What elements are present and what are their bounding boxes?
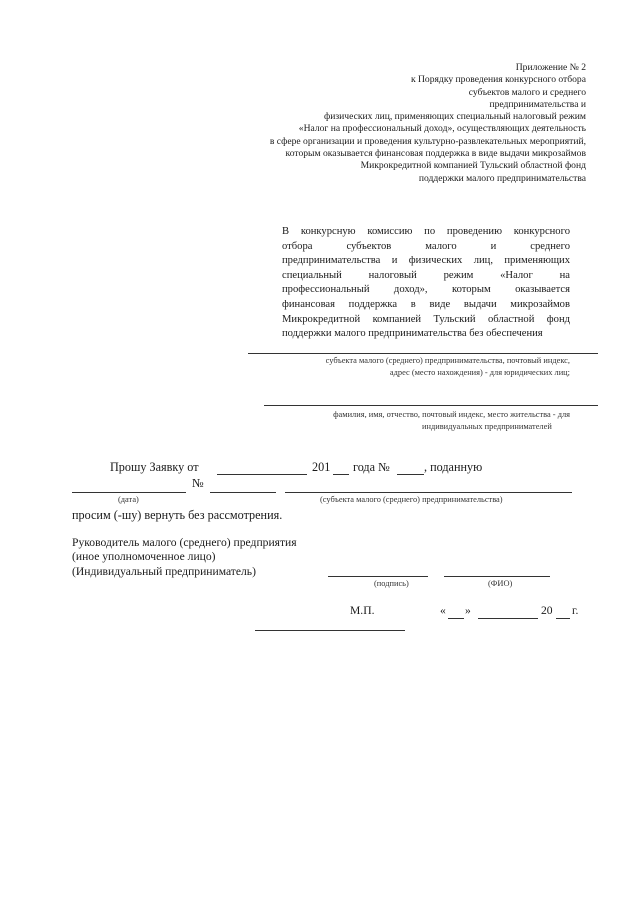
number-sign: № <box>192 476 204 490</box>
addressee-block <box>282 225 570 342</box>
header-line: Приложение № 2 <box>515 62 586 73</box>
request-text-3: года № <box>353 460 390 474</box>
signature-caption: (подпись) <box>374 579 409 588</box>
header-line: «Налог на профессиональный доход», осуществляющих деятельность <box>298 123 586 135</box>
header-line: которым оказывается финансовая поддержка в виде выдачи микрозаймов <box>285 148 586 160</box>
year-line[interactable] <box>556 618 570 619</box>
subject-caption: (субъекта малого (среднего) предпринимательства) <box>320 495 503 504</box>
request-text-4: , поданную <box>424 460 483 474</box>
request-year-line[interactable] <box>333 474 349 475</box>
individual-entrepreneur-line[interactable] <box>264 405 598 406</box>
date-close-quote: » <box>465 604 471 617</box>
addressee-line: поддержки малого предпринимательства без обеспечения <box>282 328 543 340</box>
bottom-line[interactable] <box>255 630 405 631</box>
role-line-2: (иное уполномоченное лицо) <box>72 550 216 563</box>
date-caption: (дата) <box>118 495 139 504</box>
appendix-header <box>270 62 586 185</box>
date-open-quote: « <box>440 604 446 617</box>
header-line: Микрокредитной компанией Тульский областной фонд <box>360 160 586 172</box>
request-text-2: 201 <box>312 460 331 474</box>
addressee-line: профессиональный доход», которым оказывается <box>282 284 570 296</box>
addressee-line: специальный налоговый режим «Налог на <box>282 269 570 281</box>
addressee-line: В конкурсную комиссию по проведению конкурсного <box>282 226 570 237</box>
subject-field-line[interactable] <box>285 492 572 493</box>
legal-entity-caption-2: адрес (место нахождения) - для юридических лиц; <box>389 368 570 377</box>
number-field-line[interactable] <box>210 492 276 493</box>
signature-line[interactable] <box>328 576 428 577</box>
day-line[interactable] <box>448 618 464 619</box>
month-line[interactable] <box>478 618 538 619</box>
role-line-1: Руководитель малого (среднего) предприятия <box>72 536 297 549</box>
year-prefix: 20 <box>541 604 553 617</box>
return-text: просим (-шу) вернуть без рассмотрения. <box>72 508 283 522</box>
stamp-label: М.П. <box>350 604 375 617</box>
request-text-1: Прошу Заявку от <box>110 460 199 474</box>
legal-entity-caption-1: субъекта малого (среднего) предпринимательства, почтовый индекс, <box>325 356 570 365</box>
addressee-line: предпринимательства и физических лиц, применяющих <box>282 255 570 267</box>
year-suffix: г. <box>572 604 579 617</box>
header-line: предпринимательства и <box>489 98 586 110</box>
header-line: в сфере организации и проведения культурно-развлекательных мероприятий, <box>269 135 586 147</box>
request-date-line[interactable] <box>217 474 307 475</box>
legal-entity-line[interactable] <box>248 353 598 354</box>
date-field-line[interactable] <box>72 492 186 493</box>
header-line: к Порядку проведения конкурсного отбора <box>410 74 586 86</box>
individual-caption-1: фамилия, имя, отчество, почтовый индекс, место жительства - для <box>333 410 570 419</box>
header-line: физических лиц, применяющих специальный налоговый режим <box>323 111 586 123</box>
addressee-line: финансовая поддержка в виде выдачи микрозаймов <box>282 298 570 310</box>
role-line-3: (Индивидуальный предприниматель) <box>72 565 256 578</box>
fio-line[interactable] <box>444 576 550 577</box>
header-line: субъектов малого и среднего <box>468 86 586 98</box>
addressee-line: отбора субъектов малого и среднего <box>282 240 570 252</box>
addressee-line: Микрокредитной компанией Тульский областной фонд <box>282 313 570 325</box>
individual-caption-2: индивидуальных предпринимателей <box>422 422 552 431</box>
header-line: поддержки малого предпринимательства <box>418 172 586 184</box>
request-number-line[interactable] <box>397 474 424 475</box>
fio-caption: (ФИО) <box>488 579 513 588</box>
